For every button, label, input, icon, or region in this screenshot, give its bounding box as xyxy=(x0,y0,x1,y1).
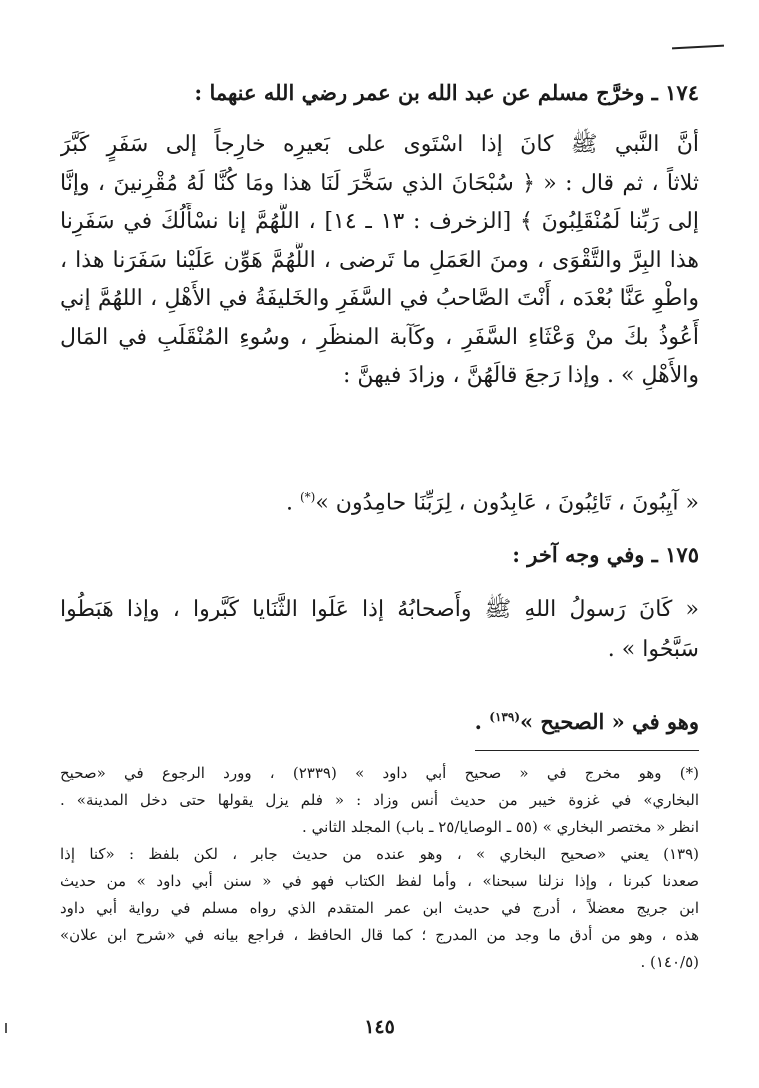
hadith-175-line: سَبَّحُوا » . xyxy=(607,637,699,662)
footnote-star-line: البخاري» في غزوة خيبر من حديث أنس وزاد : « فلم يزل يقولها حتى دخل المدينة» . xyxy=(60,791,699,809)
hadith-175-text xyxy=(60,590,699,670)
hadith-174-line: والأَهْلِ » . وإذا رَجعَ قالَهُنَّ ، وزادَ فيهنَّ : xyxy=(342,363,699,388)
supplication-text: « آيِبُونَ ، تَائِبُونَ ، عَابِدُون ، لِرَبِّنَا حامِدُون » xyxy=(315,490,699,516)
footnote-star-line: انظر « مختصر البخاري » (٥٥ ـ الوصايا/٢٥ ـ باب) المجلد الثاني . xyxy=(302,818,699,836)
hadith-174-line: أنَّ النَّبي ﷺ كانَ إذا اسْتَوى على بَعيرِه خارِجاً إلى سَفَرٍ كَبَّرَ xyxy=(60,132,699,157)
footnote-139-line: صعدنا كبرنا ، وإذا نزلنا سبحنا» ، وأما لفظ الكتاب فهو في « سنن أبي داود » من حديث xyxy=(60,872,699,890)
hadith-175-verdict xyxy=(60,698,699,741)
footnote-marker-139: (١٣٩) xyxy=(489,710,520,724)
supplication-end: . xyxy=(285,490,293,516)
footnote-separator xyxy=(475,750,699,751)
hadith-174-line: هذا البِرَّ والتَّقْوَى ، ومنَ العَمَلِ ما تَرضى ، اللَّهُمَّ هَوِّن عَلَيْنا سَفَرَنا هذا ، xyxy=(60,247,699,273)
footnote-139-line: ابن جريج معضلاً ، أدرج في حديث ابن عمر المتقدم الذي رواه مسلم في رواية أبي داود xyxy=(60,899,699,917)
footnote-139-line: هذه ، وهو من أدق ما وجد من المدرج ؛ كما قال الحافظ ، فراجع بيانه في «شرح ابن علان» xyxy=(60,926,699,944)
corner-mark xyxy=(672,45,724,50)
hadith-174-line: ثلاثاً ، ثم قال : « ﴿ سُبْحَانَ الذي سَخَّرَ لَنَا هذا ومَا كُنَّا لَهُ مُقْرِنينَ ، وإنَّا xyxy=(60,170,699,196)
hadith-174-text xyxy=(60,126,699,396)
hadith-175-line: « كَانَ رَسولُ اللهِ ﷺ وأَصحابُهُ إذا عَلَوا الثَّنَايا كَبَّروا ، وإذا هَبَطُوا xyxy=(60,597,699,622)
footnote-marker-star: (*) xyxy=(299,490,316,504)
hadith-175-heading: ١٧٥ ـ وفي وجه آخر : xyxy=(512,542,699,567)
verdict-end: . xyxy=(474,709,482,734)
supplication-line xyxy=(60,478,699,522)
footnotes xyxy=(60,760,699,976)
footnote-star-line: (*) وهو مخرج في « صحيح أبي داود » (٢٣٣٩) ، وورد الرجوع في «صحيح xyxy=(60,764,699,782)
hadith-174-line: واطْوِ عَنَّا بُعْدَه ، أَنْتَ الصَّاحبُ في السَّفَرِ والخَليفَةُ في الأَهْلِ ، اللهُمَّ إني xyxy=(60,286,699,311)
hadith-174-line: إلى رَبِّنا لَمُنْقَلِبُونَ ﴾ [الزخرف : ١٣ ـ ١٤] ، اللَّهُمَّ إنا نسْأَلُكَ في سَفَرِنا xyxy=(60,209,699,234)
verdict-text: وهو في « الصحيح » xyxy=(520,709,699,734)
hadith-174-heading: ١٧٤ ـ وخرَّج مسلم عن عبد الله بن عمر رضي الله عنهما : xyxy=(194,80,699,105)
hadith-174-line: أَعُوذُ بكَ منْ وَعْثَاءِ السَّفَرِ ، وكَآبة المنظَرِ ، وسُوءِ المُنْقَلَبِ في المَال xyxy=(60,324,699,350)
footnote-139-line: (١٤٠/٥) . xyxy=(640,953,699,971)
footnote-139-line: (١٣٩) يعني «صحيح البخاري » ، وهو عنده من حديث جابر ، لكن بلفظ : «كنا إذا xyxy=(60,845,699,863)
page-number: ١٤٥ xyxy=(364,1016,395,1038)
edge-tick xyxy=(5,1023,7,1033)
